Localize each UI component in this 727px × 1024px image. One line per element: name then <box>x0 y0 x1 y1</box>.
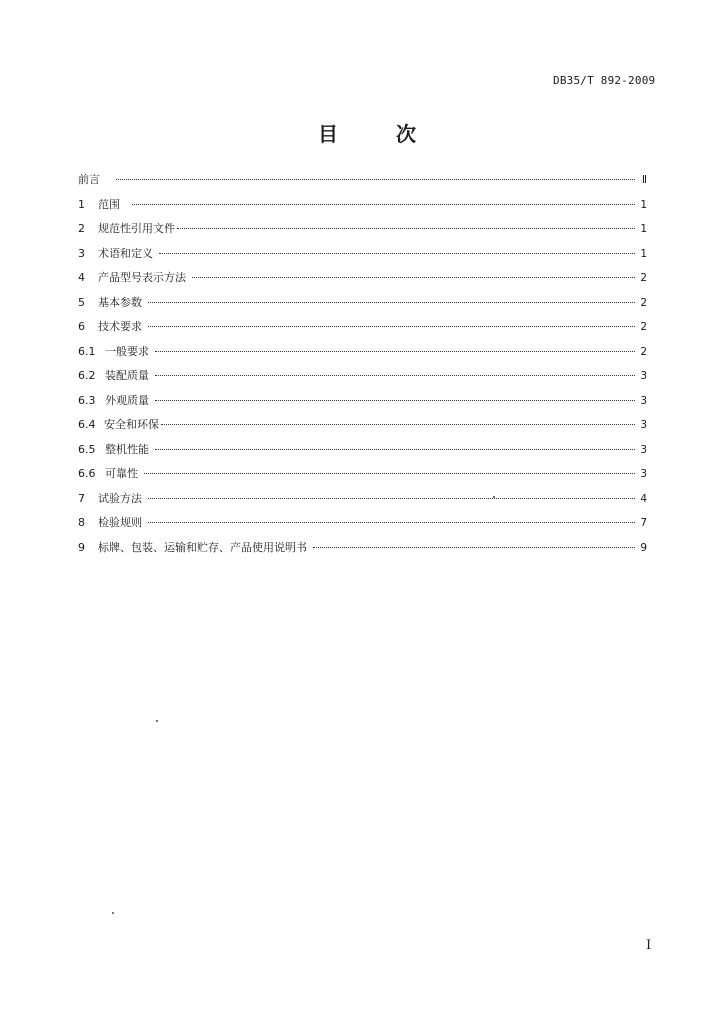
toc-entry-technical-requirements[interactable] <box>78 318 647 343</box>
toc-entry-number: 4 <box>78 271 85 284</box>
toc-entry-safety-environment[interactable] <box>78 416 647 441</box>
toc-dot-leader <box>148 301 635 303</box>
toc-entry-page: 1 <box>640 247 647 260</box>
toc-entry-machine-performance[interactable] <box>78 441 647 466</box>
toc-title-char-1: 目 <box>318 122 338 146</box>
toc-entry-label: 检验规则 <box>98 516 142 529</box>
toc-entry-number: 8 <box>78 516 85 529</box>
toc-entry-inspection-rules[interactable] <box>78 514 647 539</box>
toc-entry-marking-packaging[interactable] <box>78 539 647 564</box>
toc-entry-label: 规范性引用文件 <box>98 222 175 235</box>
toc-entry-label: 装配质量 <box>105 369 149 382</box>
toc-entry-number: 9 <box>78 540 85 554</box>
scan-speck <box>493 496 495 498</box>
toc-entry-label: 范围 <box>98 197 120 211</box>
toc-dot-leader <box>155 374 635 376</box>
toc-entry-label: 整机性能 <box>105 442 149 456</box>
toc-entry-basic-parameters[interactable] <box>78 294 647 319</box>
toc-entry-label: 前言 <box>78 173 100 186</box>
toc-entry-number: 6.3 <box>78 393 96 407</box>
toc-entry-appearance-quality[interactable] <box>78 392 647 417</box>
toc-entry-page: 3 <box>640 370 647 382</box>
toc-entry-page: 7 <box>640 517 647 529</box>
toc-entry-number: 5 <box>78 295 85 309</box>
toc-entry-page: 2 <box>640 272 647 284</box>
toc-entry-page: 1 <box>640 223 647 235</box>
toc-entry-page: 2 <box>640 321 647 333</box>
toc-entry-label: 标牌、包装、运输和贮存、产品使用说明书 <box>98 540 307 554</box>
toc-entry-assembly-quality[interactable] <box>78 367 647 392</box>
toc-entry-number: 3 <box>78 246 85 260</box>
toc-entry-number: 2 <box>78 222 85 235</box>
toc-entry-page: 3 <box>640 443 647 456</box>
toc-entry-label: 一般要求 <box>105 344 149 358</box>
toc-dot-leader <box>155 350 635 352</box>
toc-entry-label: 试验方法 <box>98 491 142 505</box>
toc-dot-leader <box>159 252 635 254</box>
toc-entry-model-designation[interactable] <box>78 269 647 294</box>
toc-dot-leader <box>116 178 635 180</box>
toc-entry-label: 技术要求 <box>98 320 142 333</box>
toc-dot-leader <box>161 423 635 425</box>
toc-entry-page: 4 <box>640 492 647 505</box>
toc-entry-label: 可靠性 <box>105 467 138 480</box>
toc-entry-label: 术语和定义 <box>98 246 153 260</box>
toc-entry-label: 安全和环保 <box>104 418 159 431</box>
toc-entry-number: 7 <box>78 491 85 505</box>
toc-dot-leader <box>155 399 635 401</box>
scan-speck <box>156 720 158 722</box>
toc-entry-test-methods[interactable] <box>78 490 647 515</box>
toc-title-char-2: 次 <box>396 122 416 146</box>
toc-entry-number: 6 <box>78 320 85 333</box>
toc-entry-general-requirements[interactable] <box>78 343 647 368</box>
toc-dot-leader <box>144 472 635 474</box>
scan-speck <box>112 912 114 914</box>
toc-dot-leader <box>148 325 635 327</box>
toc-dot-leader <box>155 448 635 450</box>
toc-entry-label: 基本参数 <box>98 295 142 309</box>
toc-entry-label: 产品型号表示方法 <box>98 271 186 284</box>
toc-entry-label: 外观质量 <box>105 393 149 407</box>
toc-entry-foreword[interactable] <box>78 171 647 196</box>
toc-entry-page: 2 <box>640 296 647 309</box>
toc-list <box>78 171 647 563</box>
toc-entry-page: 2 <box>640 345 647 358</box>
toc-entry-number: 6.5 <box>78 442 96 456</box>
toc-dot-leader <box>148 521 635 523</box>
toc-entry-normative-references[interactable] <box>78 220 647 245</box>
toc-entry-page: 1 <box>640 198 647 211</box>
toc-dot-leader <box>177 227 635 229</box>
toc-entry-page: 9 <box>640 541 647 554</box>
toc-entry-number: 6.2 <box>78 369 96 382</box>
toc-entry-number: 1 <box>78 197 85 211</box>
toc-entry-page: 3 <box>640 468 647 480</box>
toc-entry-reliability[interactable] <box>78 465 647 490</box>
toc-entry-page: 3 <box>640 419 647 431</box>
toc-entry-number: 6.1 <box>78 344 96 358</box>
page-number: I <box>646 938 652 953</box>
toc-entry-number: 6.4 <box>78 418 96 431</box>
toc-entry-terms-definitions[interactable] <box>78 245 647 270</box>
toc-dot-leader <box>192 276 635 278</box>
toc-dot-leader <box>313 546 635 548</box>
toc-dot-leader <box>148 497 635 499</box>
document-code: DB35/T 892-2009 <box>553 74 656 87</box>
toc-entry-page: Ⅱ <box>641 174 647 186</box>
toc-dot-leader <box>132 203 635 205</box>
toc-entry-scope[interactable] <box>78 196 647 221</box>
toc-entry-page: 3 <box>640 394 647 407</box>
toc-entry-number: 6.6 <box>78 467 96 480</box>
